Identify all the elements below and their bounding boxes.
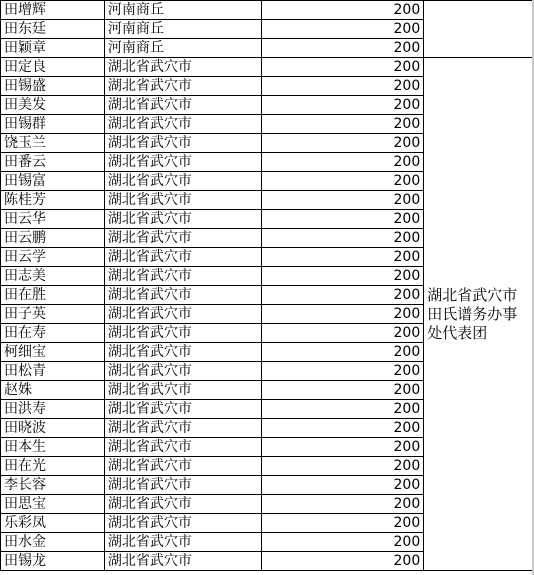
place-cell[interactable]: 湖北省武穴市 [104, 210, 261, 229]
name-cell[interactable]: 李长容 [1, 476, 105, 495]
amount-cell[interactable]: 200 [261, 305, 424, 324]
name-cell[interactable]: 田在光 [1, 457, 105, 476]
name-cell[interactable]: 田云华 [1, 210, 105, 229]
amount-cell[interactable]: 200 [261, 115, 424, 134]
name-cell[interactable]: 田锡龙 [1, 552, 105, 571]
amount-cell[interactable]: 200 [261, 495, 424, 514]
place-cell[interactable]: 湖北省武穴市 [104, 305, 261, 324]
place-cell[interactable]: 湖北省武穴市 [104, 381, 261, 400]
name-cell[interactable]: 田思宝 [1, 495, 105, 514]
name-cell[interactable]: 田松青 [1, 362, 105, 381]
place-cell[interactable]: 湖北省武穴市 [104, 514, 261, 533]
amount-cell[interactable]: 200 [261, 134, 424, 153]
amount-cell[interactable]: 200 [261, 362, 424, 381]
amount-cell[interactable]: 200 [261, 533, 424, 552]
place-cell[interactable]: 湖北省武穴市 [104, 419, 261, 438]
name-cell[interactable]: 田锡盛 [1, 77, 105, 96]
place-cell[interactable]: 湖北省武穴市 [104, 552, 261, 571]
place-cell[interactable]: 湖北省武穴市 [104, 267, 261, 286]
amount-cell[interactable]: 200 [261, 552, 424, 571]
place-cell[interactable]: 湖北省武穴市 [104, 229, 261, 248]
name-cell[interactable]: 陈桂芳 [1, 191, 105, 210]
amount-cell[interactable]: 200 [261, 229, 424, 248]
place-cell[interactable]: 湖北省武穴市 [104, 191, 261, 210]
amount-cell[interactable]: 200 [261, 96, 424, 115]
name-cell[interactable]: 饶玉兰 [1, 134, 105, 153]
place-cell[interactable]: 河南商丘 [104, 20, 261, 39]
amount-cell[interactable]: 200 [261, 153, 424, 172]
place-cell[interactable]: 湖北省武穴市 [104, 400, 261, 419]
place-cell[interactable]: 湖北省武穴市 [104, 96, 261, 115]
name-cell[interactable]: 田锡富 [1, 172, 105, 191]
name-cell[interactable]: 田洪寿 [1, 400, 105, 419]
merged-note-cell-top[interactable] [424, 1, 534, 58]
place-cell[interactable]: 湖北省武穴市 [104, 438, 261, 457]
name-cell[interactable]: 田晓波 [1, 419, 105, 438]
name-cell[interactable]: 田增辉 [1, 1, 105, 20]
amount-cell[interactable]: 200 [261, 324, 424, 343]
name-cell[interactable]: 田云学 [1, 248, 105, 267]
place-cell[interactable]: 湖北省武穴市 [104, 58, 261, 77]
name-cell[interactable]: 田本生 [1, 438, 105, 457]
name-cell[interactable]: 田志美 [1, 267, 105, 286]
table-row [1, 1, 534, 20]
place-cell[interactable]: 湖北省武穴市 [104, 533, 261, 552]
amount-cell[interactable]: 200 [261, 210, 424, 229]
place-cell[interactable]: 湖北省武穴市 [104, 495, 261, 514]
amount-cell[interactable]: 200 [261, 172, 424, 191]
place-cell[interactable]: 湖北省武穴市 [104, 343, 261, 362]
name-cell[interactable]: 田番云 [1, 153, 105, 172]
place-cell[interactable]: 湖北省武穴市 [104, 77, 261, 96]
name-cell[interactable]: 田在寿 [1, 324, 105, 343]
amount-cell[interactable]: 200 [261, 438, 424, 457]
name-cell[interactable]: 田水金 [1, 533, 105, 552]
name-cell[interactable]: 田东廷 [1, 20, 105, 39]
name-cell[interactable]: 柯细宝 [1, 343, 105, 362]
place-cell[interactable]: 湖北省武穴市 [104, 115, 261, 134]
name-cell[interactable]: 田子英 [1, 305, 105, 324]
amount-cell[interactable]: 200 [261, 248, 424, 267]
amount-cell[interactable]: 200 [261, 267, 424, 286]
table-row [1, 58, 534, 77]
place-cell[interactable]: 湖北省武穴市 [104, 286, 261, 305]
place-cell[interactable]: 湖北省武穴市 [104, 153, 261, 172]
name-cell[interactable]: 乐彩凤 [1, 514, 105, 533]
place-cell[interactable]: 河南商丘 [104, 1, 261, 20]
place-cell[interactable]: 湖北省武穴市 [104, 134, 261, 153]
place-cell[interactable]: 河南商丘 [104, 39, 261, 58]
place-cell[interactable]: 湖北省武穴市 [104, 362, 261, 381]
place-cell[interactable]: 湖北省武穴市 [104, 172, 261, 191]
amount-cell[interactable]: 200 [261, 58, 424, 77]
name-cell[interactable]: 田定良 [1, 58, 105, 77]
amount-cell[interactable]: 200 [261, 343, 424, 362]
amount-cell[interactable]: 200 [261, 286, 424, 305]
amount-cell[interactable]: 200 [261, 457, 424, 476]
amount-cell[interactable]: 200 [261, 20, 424, 39]
amount-cell[interactable]: 200 [261, 191, 424, 210]
name-cell[interactable]: 赵姝 [1, 381, 105, 400]
name-cell[interactable]: 田云鹏 [1, 229, 105, 248]
amount-cell[interactable]: 200 [261, 1, 424, 20]
amount-cell[interactable]: 200 [261, 381, 424, 400]
place-cell[interactable]: 湖北省武穴市 [104, 476, 261, 495]
name-cell[interactable]: 田在胜 [1, 286, 105, 305]
amount-cell[interactable]: 200 [261, 476, 424, 495]
amount-cell[interactable]: 200 [261, 514, 424, 533]
place-cell[interactable]: 湖北省武穴市 [104, 248, 261, 267]
name-cell[interactable]: 田锡群 [1, 115, 105, 134]
place-cell[interactable]: 湖北省武穴市 [104, 324, 261, 343]
amount-cell[interactable]: 200 [261, 39, 424, 58]
amount-cell[interactable]: 200 [261, 77, 424, 96]
merged-note-cell[interactable]: 湖北省武穴市田氏谱务办事处代表团 [424, 58, 534, 571]
amount-cell[interactable]: 200 [261, 419, 424, 438]
place-cell[interactable]: 湖北省武穴市 [104, 457, 261, 476]
name-cell[interactable]: 田颖章 [1, 39, 105, 58]
amount-cell[interactable]: 200 [261, 400, 424, 419]
name-cell[interactable]: 田美发 [1, 96, 105, 115]
